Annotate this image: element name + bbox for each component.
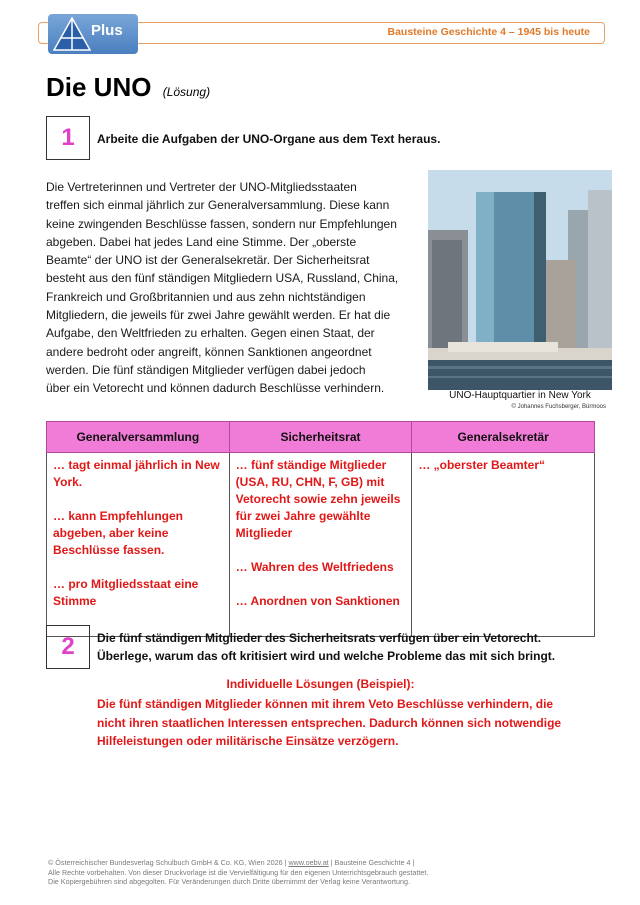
triangle-logo-icon xyxy=(52,16,92,52)
page-title-text: Die UNO xyxy=(46,72,152,102)
body-line: Die Vertreterinnen und Vertreter der UNO-Mitgliedsstaaten xyxy=(46,180,357,194)
logo-text: Plus xyxy=(91,22,123,39)
body-line: keine zwingenden Beschlüsse fassen, sondern nur Empfehlungen xyxy=(46,216,397,231)
list-item: … kann Empfehlungen abgeben, aber keine Beschlüsse fassen. xyxy=(53,509,184,557)
footer-line-2: Alle Rechte vorbehalten. Von dieser Druckvorlage ist die Vervielfältigung für den eigenen Unterrichtsgebrauch gestattet. xyxy=(48,867,429,877)
body-line: Aufgabe, den Weltfrieden zu erhalten. Gegen einen Staat, der xyxy=(46,326,375,341)
footer-copyright: © Österreichischer Bundesverlag Schulbuch GmbH & Co. KG, Wien 2026 | xyxy=(48,858,287,867)
list-item: … fünf ständige Mitglieder (USA, RU, CHN, F, GB) mit Vetorecht sowie zehn jeweils für zwei Jahre gewählte Mitglieder xyxy=(235,458,401,540)
footer-line-1 xyxy=(48,858,608,868)
task2-instruction xyxy=(97,629,597,665)
task1-body-text xyxy=(46,178,418,398)
body-line: über ein Vetorecht und können dadurch Beschlüsse verhindern. xyxy=(46,381,385,396)
list-item: … Wahren des Weltfriedens xyxy=(235,560,394,574)
page-title xyxy=(46,72,210,103)
solution-line: Die fünf ständigen Mitglieder können mit ihrem Veto Beschlüsse verhindern, die xyxy=(97,697,554,711)
body-line: besteht aus den fünf ständigen Mitgliedern USA, Russland, China, xyxy=(46,271,399,286)
list-item: … „oberster Beamter“ xyxy=(418,458,546,472)
task-number-2: 2 xyxy=(46,625,90,669)
body-line: abgeben. Dabei hat jedes Land eine Stimme. Der „oberste xyxy=(46,234,357,249)
series-title: Bausteine Geschichte 4 – 1945 bis heute xyxy=(387,26,590,38)
cell-generalsekretaer xyxy=(412,453,595,637)
list-item: … pro Mitgliedsstaat eine Stimme xyxy=(53,577,199,608)
page-subtitle: (Lösung) xyxy=(162,85,211,99)
un-building-image xyxy=(428,170,612,390)
list-item: … tagt einmal jährlich in New York. xyxy=(53,458,220,489)
header-generalversammlung: Generalversammlung xyxy=(47,422,230,453)
table-row xyxy=(47,453,595,637)
header-sicherheitsrat: Sicherheitsrat xyxy=(229,422,412,453)
un-headquarters-photo xyxy=(428,170,612,390)
table-header-row xyxy=(47,422,595,453)
solution-line: nicht ihren staatlichen Interessen entsprechen. Dadurch können sich notwendige xyxy=(97,715,562,730)
task2-instruction-line: Überlege, warum das oft kritisiert wird und welche Probleme das mit sich bringt. xyxy=(97,649,556,663)
solution-line: Hilfeleistungen oder militärische Einsätze verzögern. xyxy=(97,734,399,748)
organs-table xyxy=(46,421,595,637)
cell-sicherheitsrat xyxy=(229,453,412,637)
task1-instruction: Arbeite die Aufgaben der UNO-Organe aus dem Text heraus. xyxy=(97,132,441,146)
body-line: werden. Die fünf ständigen Mitglieder verfügen dabei jedoch xyxy=(46,362,366,377)
header-generalsekretaer: Generalsekretär xyxy=(412,422,595,453)
body-line: Mitgliedern, die jeweils für zwei Jahre gewählt werden. Er hat die xyxy=(46,308,391,323)
photo-caption: UNO-Hauptquartier in New York xyxy=(449,390,591,401)
body-line: andere bedroht oder angreift, können Sanktionen angeordnet xyxy=(46,344,372,359)
task2-instruction-line: Die fünf ständigen Mitglieder des Sicherheitsrats verfügen über ein Vetorecht. xyxy=(97,631,542,645)
footer-line-3: Die Kopiergebühren sind abgegolten. Für Veränderungen durch Dritte übernimmt der Verlag keine Verantwortung. xyxy=(48,877,410,886)
footer-series: | Bausteine Geschichte 4 | xyxy=(330,858,415,867)
body-line: Frankreich und Großbritannien und aus zehn nichtständigen xyxy=(46,289,366,304)
task-number-1: 1 xyxy=(46,116,90,160)
publisher-link[interactable]: www.oebv.at xyxy=(288,858,329,867)
list-item: … Anordnen von Sanktionen xyxy=(235,594,400,608)
copyright-footer xyxy=(48,858,608,887)
solution-text xyxy=(97,695,597,751)
photo-credit: © Johannes Fuchsberger, Bürmoos xyxy=(511,404,606,410)
cell-generalversammlung xyxy=(47,453,230,637)
solution-title: Individuelle Lösungen (Beispiel): xyxy=(226,677,415,691)
body-line: Beamte“ der UNO ist der Generalsekretär. Der Sicherheitsrat xyxy=(46,253,370,268)
body-line: treffen sich einmal jährlich zur Generalversammlung. Diese kann xyxy=(46,198,390,213)
publisher-logo xyxy=(48,14,138,54)
